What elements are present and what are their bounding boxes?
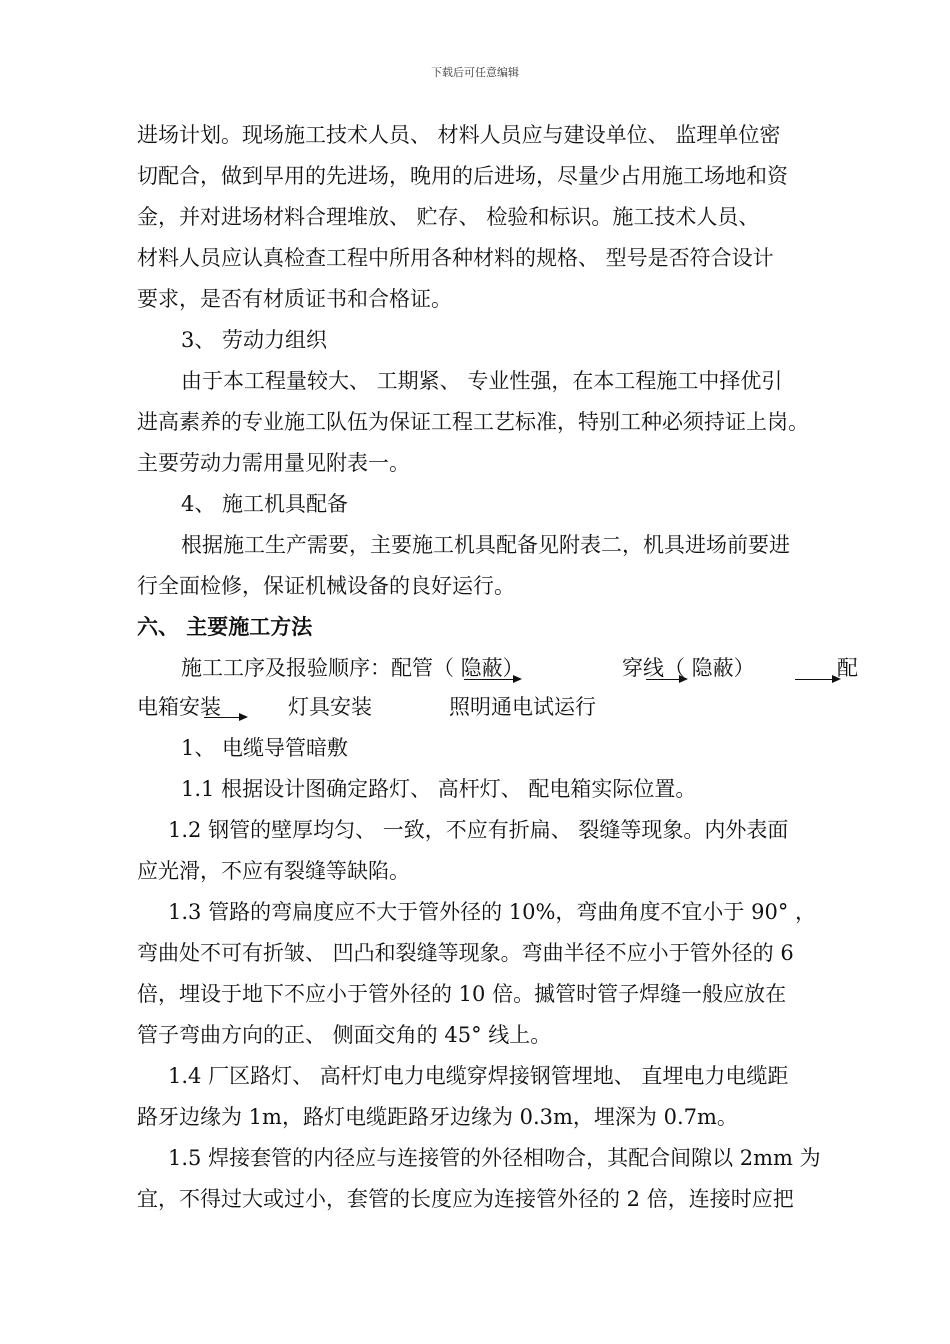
process-step-wiring: 穿线（ 隐蔽） bbox=[622, 656, 755, 680]
paragraph-line: 1.5 焊接套管的内径应与连接管的外径相吻合，其配合间隙以 2mm 为 bbox=[168, 1146, 821, 1170]
process-step-trial-run: 照明通电试运行 bbox=[449, 695, 596, 719]
paragraph-line: 管子弯曲方向的正、 侧面交角的 45° 线上。 bbox=[137, 1023, 552, 1047]
arrow-right-icon bbox=[464, 679, 520, 680]
chapter-heading-methods: 六、 主要施工方法 bbox=[137, 614, 313, 639]
paragraph-line: 宜，不得过大或过小，套管的长度应为连接管外径的 2 倍，连接时应把 bbox=[137, 1187, 794, 1211]
paragraph-line: 应光滑，不应有裂缝等缺陷。 bbox=[137, 859, 410, 883]
section-heading-conduit: 1、 电缆导管暗敷 bbox=[181, 736, 349, 760]
paragraph-line: 根据施工生产需要，主要施工机具配备见附表二，机具进场前要进 bbox=[181, 533, 790, 557]
paragraph-line: 切配合，做到早用的先进场，晚用的后进场，尽量少占用施工场地和资 bbox=[137, 164, 788, 188]
paragraph-line: 由于本工程量较大、 工期紧、 专业性强，在本工程施工中择优引 bbox=[181, 369, 783, 393]
paragraph-line: 倍，埋设于地下不应小于管外径的 10 倍。摵管时管子焊缝一般应放在 bbox=[137, 982, 787, 1006]
process-lead: 施工工序及报验顺序： bbox=[181, 656, 391, 680]
paragraph-line: 行全面检修，保证机械设备的良好运行。 bbox=[137, 574, 515, 598]
section-heading-labor: 3、 劳动力组织 bbox=[181, 328, 328, 352]
process-step-box-prefix: 配 bbox=[837, 656, 858, 680]
paragraph-line: 主要劳动力需用量见附表一。 bbox=[137, 451, 410, 475]
page-header: 下载后可任意编辑 bbox=[431, 66, 519, 79]
process-step-piping: 配管（ 隐蔽） bbox=[391, 656, 524, 680]
section-heading-machinery: 4、 施工机具配备 bbox=[181, 492, 349, 516]
paragraph-line: 进场计划。现场施工技术人员、 材料人员应与建设单位、 监理单位密 bbox=[137, 123, 781, 147]
paragraph-line: 进高素养的专业施工队伍为保证工程工艺标准，特别工种必须持证上岗。 bbox=[137, 410, 809, 434]
process-step-box-install: 电箱安装 bbox=[137, 695, 221, 719]
paragraph-line: 材料人员应认真检查工程中所用各种材料的规格、 型号是否符合设计 bbox=[137, 246, 774, 270]
arrow-right-icon bbox=[646, 679, 686, 680]
paragraph-line: 金，并对进场材料合理堆放、 贮存、 检验和标识。施工技术人员、 bbox=[137, 205, 760, 229]
arrow-right-icon bbox=[204, 717, 246, 718]
paragraph-line: 1.1 根据设计图确定路灯、 高杆灯、 配电箱实际位置。 bbox=[181, 777, 697, 801]
paragraph-line: 1.4 厂区路灯、 高杆灯电力电缆穿焊接钢管埋地、 直埋电力电缆距 bbox=[168, 1064, 789, 1088]
arrow-right-icon bbox=[795, 679, 839, 680]
process-step-lamp-install: 灯具安装 bbox=[288, 695, 372, 719]
paragraph-line: 要求，是否有材质证书和合格证。 bbox=[137, 287, 452, 311]
paragraph-line: 1.3 管路的弯扁度应不大于管外径的 10%，弯曲角度不宜小于 90° ， bbox=[168, 900, 816, 924]
paragraph-line: 弯曲处不可有折皱、 凹凸和裂缝等现象。弯曲半径不应小于管外径的 6 bbox=[137, 941, 794, 965]
paragraph-line: 路牙边缘为 1m，路灯电缆距路牙边缘为 0.3m，埋深为 0.7m。 bbox=[137, 1105, 738, 1129]
paragraph-line: 1.2 钢管的壁厚均匀、 一致，不应有折扁、 裂缝等现象。内外表面 bbox=[168, 818, 789, 842]
